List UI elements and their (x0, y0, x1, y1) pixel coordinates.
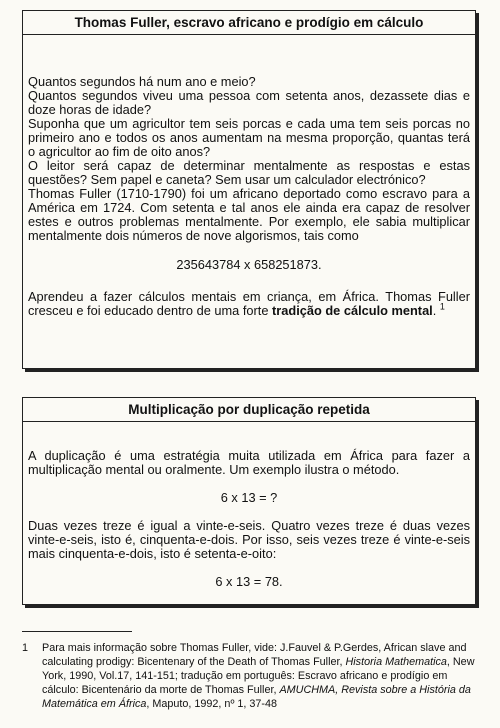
footnote-number: 1 (22, 642, 29, 654)
footnote-text-2: , New York, 1990, Vol.17, 141-151; tradução em português: Escravo africano e prodígio em cálculo: Bicentenário da morte de Thomas Fuller, (42, 656, 475, 696)
doubling-box-title: Multiplicação por duplicação repetida (23, 398, 475, 422)
footnote-text-3: , Maputo, 1992, nº 1, 37-48 (146, 698, 278, 710)
doubling-box-content (23, 422, 475, 589)
fuller-learning-paragraph (28, 290, 470, 318)
fuller-box-content (23, 35, 475, 318)
question-1: Quantos segundos há num ano e meio? (28, 74, 256, 89)
equation-answer: 6 x 13 = 78. (215, 574, 283, 589)
footnote-text (42, 641, 478, 711)
footnote-journal-2: AMUCHMA, Revista sobre a História da Matemática em África (42, 684, 471, 710)
question-4: O leitor será capaz de determinar mentalmente as respostas e estas questões? Sem papel e caneta? Sem usar um calculador electrónico? (28, 158, 470, 187)
learning-period: . (432, 303, 440, 318)
fuller-box-title: Thomas Fuller, escravo africano e prodígio em cálculo (23, 11, 475, 35)
footnote-text-1: Para mais informação sobre Thomas Fuller, vide: J.Fauvel & P.Gerdes, African slave and calculating prodigy: Bicentenary of the Death of Thomas Fuller, (42, 642, 467, 668)
learning-text: Aprendeu a fazer cálculos mentais em criança, em África. Thomas Fuller cresceu e foi educado dentro de uma forte (28, 289, 470, 318)
doubling-box (22, 397, 476, 605)
footnote-reference[interactable]: 1 (439, 301, 445, 312)
equation-question: 6 x 13 = ? (220, 490, 278, 505)
multiplication-example: 235643784 x 658251873. (176, 257, 322, 272)
question-2-part-b: dezassete dias e doze horas de idade? (28, 88, 470, 117)
footnote (22, 641, 478, 711)
question-3: Suponha que um agricultor tem seis porcas e cada uma tem seis porcas no primeiro ano e todos os anos aumentam na mesma proporção, quantas terá o agricultor ao fim de oito anos? (28, 116, 470, 159)
fuller-box (22, 10, 476, 369)
footnote-journal-1: Historia Mathematica (345, 656, 447, 668)
fuller-bio-paragraph: Thomas Fuller (1710-1790) foi um africano deportado como escravo para a América em 1724. Com setenta e tal anos ele ainda era capaz de resolver estes e outros problemas mentalmente. Por exemplo, ele sabia multiplicar mentalmente dois números de nove algorismos, tais como (28, 186, 470, 243)
footnote-divider (22, 631, 132, 632)
learning-emphasis: tradição de cálculo mental (272, 303, 433, 318)
question-2 (28, 89, 470, 117)
question-2-part-a: Quantos segundos viveu uma pessoa com setenta anos, (28, 88, 370, 103)
doubling-explanation: Duas vezes treze é igual a vinte-e-seis. Quatro vezes treze é duas vezes vinte-e-seis, isto é, cinquenta-e-dois. Por isso, seis vezes treze é vinte-e-seis mais cinquenta-e-dois, isto é setenta-e-oito: (28, 518, 470, 561)
doubling-intro: A duplicação é uma estratégia muita utilizada em África para fazer a multiplicação mental ou oralmente. Um exemplo ilustra o método. (28, 448, 470, 477)
